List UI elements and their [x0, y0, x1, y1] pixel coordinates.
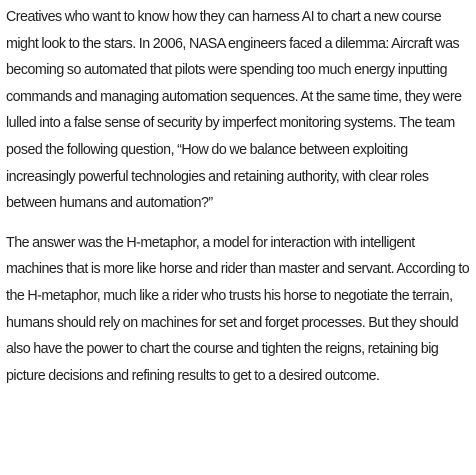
article-body — [6, 4, 472, 389]
paragraph-h-metaphor: The answer was the H-metaphor, a model for interaction with intelligent machines that is more like horse and rider than master and servant. According to the H-metaphor, much like a rider who trusts his horse to negotiate the terrain, humans should rely on machines for set and forget processes. But they should also have the power to chart the course and tighten the reigns, retaining big picture decisions and refining results to get to a desired outcome. — [6, 233, 470, 384]
paragraph-nasa-dilemma: Creatives who want to know how they can harness AI to chart a new course might look to the stars. In 2006, NASA engineers faced a dilemma: Aircraft was becoming so automated that pilots were spending too much energy inputting commands and managing automation sequences. At the same time, they were lulled into a false sense of security by imperfect monitoring systems. The team posed the following question, “How do we balance between exploiting increasingly powerful technologies and retaining authority, with clear roles between humans and automation?” — [6, 8, 462, 212]
